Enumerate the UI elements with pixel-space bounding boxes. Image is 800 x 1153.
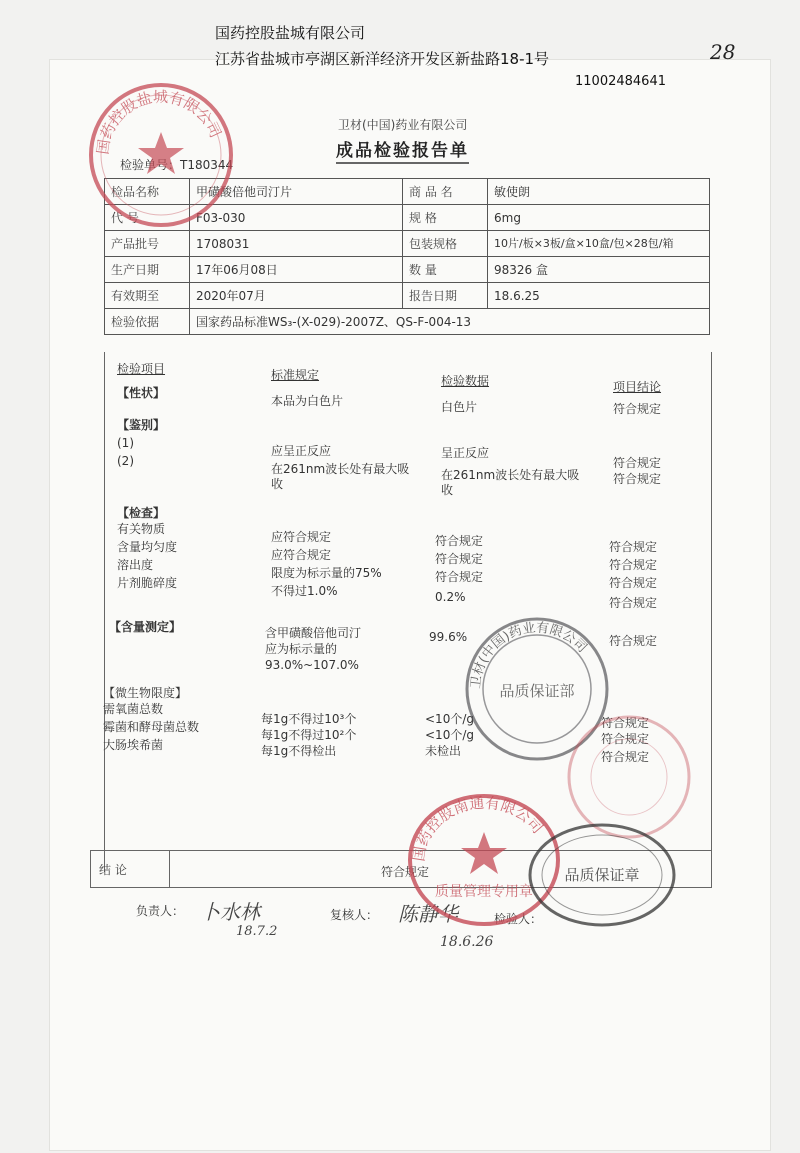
header-address: 江苏省盐城市亭湖区新洋经济开发区新盐路18-1号	[215, 50, 550, 68]
info-value: 1708031	[190, 231, 403, 257]
info-label: 有效期至	[105, 283, 190, 309]
info-label: 商 品 名	[403, 179, 488, 205]
appearance-standard: 本品为白色片	[271, 394, 344, 408]
test-standard: 应符合规定	[271, 548, 332, 562]
microbial-item: 大肠埃希菌	[103, 738, 164, 752]
conclusion-text: 符合规定	[381, 865, 430, 879]
test-standard: 应符合规定	[271, 530, 332, 544]
identification-2-data: 在261nm波长处有最大吸收	[441, 468, 580, 497]
reviewer-signature: 陈静华	[398, 902, 458, 926]
svg-text:质量管理专用章: 质量管理专用章	[435, 884, 533, 900]
company-seal-stamp	[86, 80, 236, 230]
info-value: 10片/板×3板/盒×10盒/包×28包/箱	[488, 231, 710, 257]
page-mark: 28	[710, 40, 736, 64]
microbial-item: 霉菌和酵母菌总数	[103, 720, 200, 734]
info-value: 98326 盒	[488, 257, 710, 283]
section-assay: 【含量测定】	[109, 620, 182, 634]
report-number: 检验单号：T180344	[120, 158, 234, 172]
info-label: 报告日期	[403, 283, 488, 309]
section-tests: 【检查】	[117, 506, 166, 520]
microbial-conclusion: 符合规定	[601, 716, 650, 730]
responsible-date: 18.7.2	[236, 924, 278, 939]
microbial-item: 需氧菌总数	[103, 702, 164, 716]
svg-text:国药控股南通有限公司: 国药控股南通有限公司	[409, 793, 547, 863]
reviewer-date: 18.6.26	[440, 934, 494, 950]
test-data: 0.2%	[435, 590, 466, 604]
section-identification: 【鉴别】	[117, 418, 166, 432]
identification-1-data: 呈正反应	[441, 446, 490, 460]
responsible-label: 负责人：	[136, 904, 185, 918]
identification-2-conclusion: 符合规定	[613, 472, 662, 486]
test-item: 溶出度	[117, 558, 154, 572]
report-issuer: 卫材(中国)药业有限公司	[338, 118, 468, 132]
assay-data: 99.6%	[429, 630, 468, 644]
test-data: 符合规定	[435, 552, 484, 566]
info-value: 2020年07月	[190, 283, 403, 309]
section-appearance: 【性状】	[117, 386, 166, 400]
info-label: 包装规格	[403, 231, 488, 257]
appearance-data: 白色片	[441, 400, 478, 414]
microbial-conclusion: 符合规定	[601, 750, 650, 764]
col-header-standard: 标准规定	[271, 368, 320, 382]
microbial-standard: 每1g不得过10³个	[261, 712, 357, 726]
test-standard: 限度为标示量的75%	[271, 566, 382, 580]
report-title: 成品检验报告单	[336, 136, 469, 164]
svg-text:品质保证章: 品质保证章	[564, 866, 640, 884]
info-label: 检品名称	[105, 179, 190, 205]
info-value: F03-030	[190, 205, 403, 231]
microbial-conclusion: 符合规定	[601, 732, 650, 746]
seal-graphic	[86, 80, 236, 230]
conclusion-label: 结 论	[99, 863, 127, 877]
test-conclusion: 符合规定	[609, 540, 658, 554]
assay-conclusion: 符合规定	[609, 634, 658, 648]
microbial-data: 未检出	[425, 744, 462, 758]
test-item: 含量均匀度	[117, 540, 178, 554]
info-label: 规 格	[403, 205, 488, 231]
identification-1: (1)	[117, 436, 134, 450]
info-label: 产品批号	[105, 231, 190, 257]
svg-text:品质保证部: 品质保证部	[499, 682, 575, 700]
test-conclusion: 符合规定	[609, 596, 658, 610]
header-code: 11002484641	[575, 74, 666, 89]
info-value: 国家药品标准WS₃-(X-029)-2007Z、QS-F-004-13	[190, 309, 710, 335]
header-company: 国药控股盐城有限公司	[215, 24, 366, 42]
quality-seal-stamp	[524, 820, 680, 930]
test-data: 符合规定	[435, 534, 484, 548]
info-row	[105, 231, 710, 257]
responsible-signature: 卜水林	[200, 900, 260, 924]
col-header-item: 检验项目	[117, 362, 166, 376]
info-value: 6mg	[488, 205, 710, 231]
inspector-label: 检验人：	[494, 912, 543, 926]
appearance-conclusion: 符合规定	[613, 402, 662, 416]
section-microbial: 【微生物限度】	[103, 686, 188, 700]
microbial-data: <10个/g	[425, 728, 474, 742]
test-data: 符合规定	[435, 570, 484, 584]
info-row	[105, 283, 710, 309]
identification-2-standard: 在261nm波长处有最大吸收	[271, 462, 410, 491]
svg-text:卫材(中国)药业有限公司: 卫材(中国)药业有限公司	[468, 620, 590, 690]
assay-standard-2: 应为标示量的	[265, 642, 338, 656]
info-label: 生产日期	[105, 257, 190, 283]
identification-1-conclusion: 符合规定	[613, 456, 662, 470]
col-header-data: 检验数据	[441, 374, 490, 388]
test-standard: 不得过1.0%	[271, 584, 338, 598]
info-value: 甲磺酸倍他司汀片	[190, 179, 403, 205]
info-row	[105, 257, 710, 283]
test-item: 有关物质	[117, 522, 166, 536]
microbial-data: <10个/g	[425, 712, 474, 726]
info-label: 代 号	[105, 205, 190, 231]
assay-standard-3: 93.0%~107.0%	[265, 658, 359, 672]
seal-graphic	[524, 820, 680, 930]
svg-text:国药控股盐城有限公司: 国药控股盐城有限公司	[93, 87, 225, 156]
test-item: 片剂脆碎度	[117, 576, 178, 590]
info-value: 敏使朗	[488, 179, 710, 205]
microbial-standard: 每1g不得检出	[261, 744, 337, 758]
microbial-standard: 每1g不得过10²个	[261, 728, 357, 742]
info-row	[105, 309, 710, 335]
test-conclusion: 符合规定	[609, 576, 658, 590]
info-value: 18.6.25	[488, 283, 710, 309]
assay-standard-1: 含甲磺酸倍他司汀	[265, 626, 362, 640]
col-header-conclusion: 项目结论	[613, 380, 662, 394]
identification-1-standard: 应呈正反应	[271, 444, 332, 458]
info-label: 检验依据	[105, 309, 190, 335]
info-value: 17年06月08日	[190, 257, 403, 283]
reviewer-label: 复核人：	[330, 908, 379, 922]
conclusion-divider	[169, 851, 170, 887]
identification-2: (2)	[117, 454, 134, 468]
info-label: 数 量	[403, 257, 488, 283]
test-conclusion: 符合规定	[609, 558, 658, 572]
